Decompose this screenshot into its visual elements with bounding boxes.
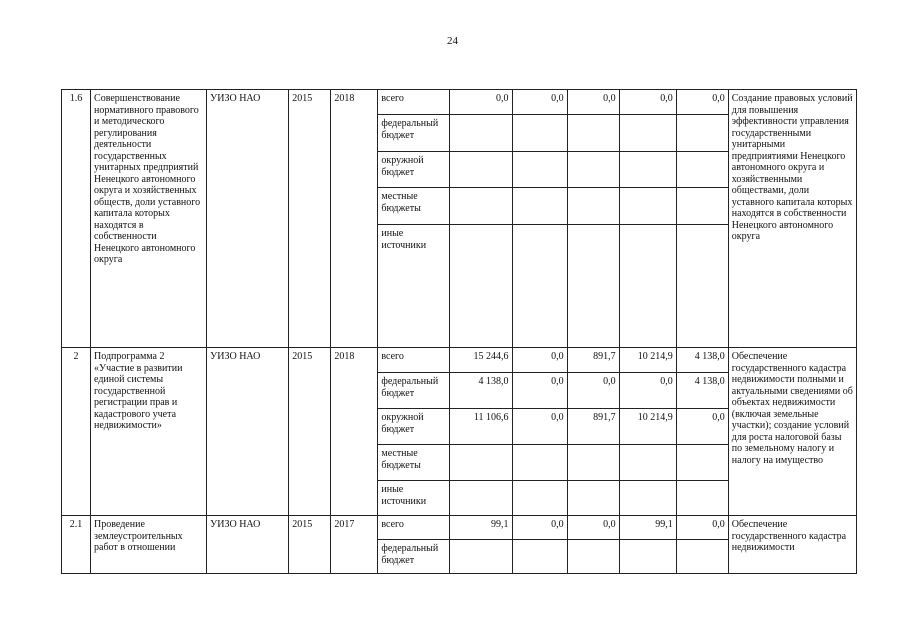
value-cell bbox=[512, 152, 567, 188]
value-cell: 0,0 bbox=[619, 90, 676, 115]
value-cell bbox=[512, 225, 567, 348]
value-cell bbox=[676, 152, 728, 188]
value-cell bbox=[450, 188, 512, 225]
value-cell bbox=[512, 188, 567, 225]
value-cell bbox=[676, 481, 728, 516]
value-cell bbox=[619, 481, 676, 516]
value-cell: 0,0 bbox=[676, 516, 728, 540]
value-cell bbox=[676, 225, 728, 348]
value-cell bbox=[567, 225, 619, 348]
value-cell: 891,7 bbox=[567, 409, 619, 445]
executor: УИЗО НАО bbox=[207, 90, 289, 348]
value-cell bbox=[676, 540, 728, 574]
year-start: 2015 bbox=[289, 90, 331, 348]
value-cell: 891,7 bbox=[567, 348, 619, 373]
funding-source: иные источники bbox=[378, 481, 450, 516]
year-end: 2018 bbox=[331, 348, 378, 516]
value-cell bbox=[567, 188, 619, 225]
value-cell: 0,0 bbox=[567, 373, 619, 409]
table-row bbox=[62, 90, 857, 115]
value-cell bbox=[567, 115, 619, 152]
value-cell bbox=[512, 540, 567, 574]
table-row bbox=[62, 516, 857, 540]
year-end: 2018 bbox=[331, 90, 378, 348]
value-cell bbox=[512, 481, 567, 516]
value-cell: 0,0 bbox=[676, 90, 728, 115]
funding-source: всего bbox=[378, 90, 450, 115]
value-cell bbox=[619, 445, 676, 481]
row-index: 2 bbox=[62, 348, 91, 516]
value-cell: 0,0 bbox=[512, 348, 567, 373]
activity-name: Проведение землеустроительных работ в отношении bbox=[91, 516, 207, 574]
value-cell: 0,0 bbox=[619, 373, 676, 409]
value-cell bbox=[450, 540, 512, 574]
value-cell: 0,0 bbox=[512, 90, 567, 115]
value-cell: 0,0 bbox=[567, 90, 619, 115]
value-cell bbox=[567, 481, 619, 516]
funding-source: всего bbox=[378, 516, 450, 540]
funding-source: федеральный бюджет bbox=[378, 373, 450, 409]
value-cell: 11 106,6 bbox=[450, 409, 512, 445]
value-cell bbox=[676, 115, 728, 152]
row-index: 1.6 bbox=[62, 90, 91, 348]
funding-source: иные источники bbox=[378, 225, 450, 348]
value-cell bbox=[512, 115, 567, 152]
activity-name: Подпрограмма 2 «Участие в развитии единой системы государственной регистрации прав и кадастрового учета недвижимости» bbox=[91, 348, 207, 516]
value-cell: 0,0 bbox=[676, 409, 728, 445]
value-cell bbox=[450, 481, 512, 516]
value-cell: 0,0 bbox=[450, 90, 512, 115]
value-cell bbox=[567, 540, 619, 574]
expected-result: Обеспечение государственного кадастра недвижимости bbox=[728, 516, 856, 574]
value-cell: 0,0 bbox=[512, 409, 567, 445]
executor: УИЗО НАО bbox=[207, 516, 289, 574]
value-cell: 0,0 bbox=[512, 516, 567, 540]
table-row bbox=[62, 348, 857, 373]
value-cell bbox=[619, 540, 676, 574]
value-cell: 0,0 bbox=[512, 373, 567, 409]
year-start: 2015 bbox=[289, 348, 331, 516]
value-cell bbox=[619, 152, 676, 188]
funding-source: местные бюджеты bbox=[378, 188, 450, 225]
page-number: 24 bbox=[447, 35, 458, 47]
funding-source: всего bbox=[378, 348, 450, 373]
value-cell: 99,1 bbox=[619, 516, 676, 540]
funding-source: федеральный бюджет bbox=[378, 115, 450, 152]
executor: УИЗО НАО bbox=[207, 348, 289, 516]
value-cell: 99,1 bbox=[450, 516, 512, 540]
year-end: 2017 bbox=[331, 516, 378, 574]
funding-source: федеральный бюджет bbox=[378, 540, 450, 574]
funding-source: местные бюджеты bbox=[378, 445, 450, 481]
value-cell bbox=[450, 445, 512, 481]
row-index: 2.1 bbox=[62, 516, 91, 574]
value-cell: 0,0 bbox=[567, 516, 619, 540]
value-cell: 4 138,0 bbox=[676, 348, 728, 373]
expected-result: Создание правовых условий для повышения эффективности управления государственными унитарными предприятиями Ненецкого автономного округа и хозяйственными обществами, доли уставного капитала которых находятся в собственности Ненецкого автономного округа bbox=[728, 90, 856, 348]
expected-result: Обеспечение государственного кадастра недвижимости полными и актуальными сведениями об объектах недвижимости (включая земельные участки); создание условий для роста налоговой базы по земельному налогу и налогу на имущество bbox=[728, 348, 856, 516]
value-cell: 4 138,0 bbox=[450, 373, 512, 409]
funding-source: окружной бюджет bbox=[378, 409, 450, 445]
program-table bbox=[61, 89, 857, 574]
value-cell bbox=[450, 115, 512, 152]
value-cell bbox=[619, 188, 676, 225]
value-cell bbox=[619, 115, 676, 152]
value-cell: 10 214,9 bbox=[619, 409, 676, 445]
value-cell: 15 244,6 bbox=[450, 348, 512, 373]
activity-name: Совершенствование нормативного правового и методического регулирования деятельности государственных унитарных предприятий Ненецкого автономного округа и хозяйственных обществ, доли уставного капитала которых находятся в собственности Ненецкого автономного округа bbox=[91, 90, 207, 348]
year-start: 2015 bbox=[289, 516, 331, 574]
value-cell bbox=[676, 445, 728, 481]
value-cell bbox=[676, 188, 728, 225]
value-cell bbox=[450, 152, 512, 188]
value-cell: 10 214,9 bbox=[619, 348, 676, 373]
value-cell bbox=[512, 445, 567, 481]
value-cell bbox=[619, 225, 676, 348]
value-cell: 4 138,0 bbox=[676, 373, 728, 409]
value-cell bbox=[567, 445, 619, 481]
funding-source: окружной бюджет bbox=[378, 152, 450, 188]
value-cell bbox=[450, 225, 512, 348]
value-cell bbox=[567, 152, 619, 188]
